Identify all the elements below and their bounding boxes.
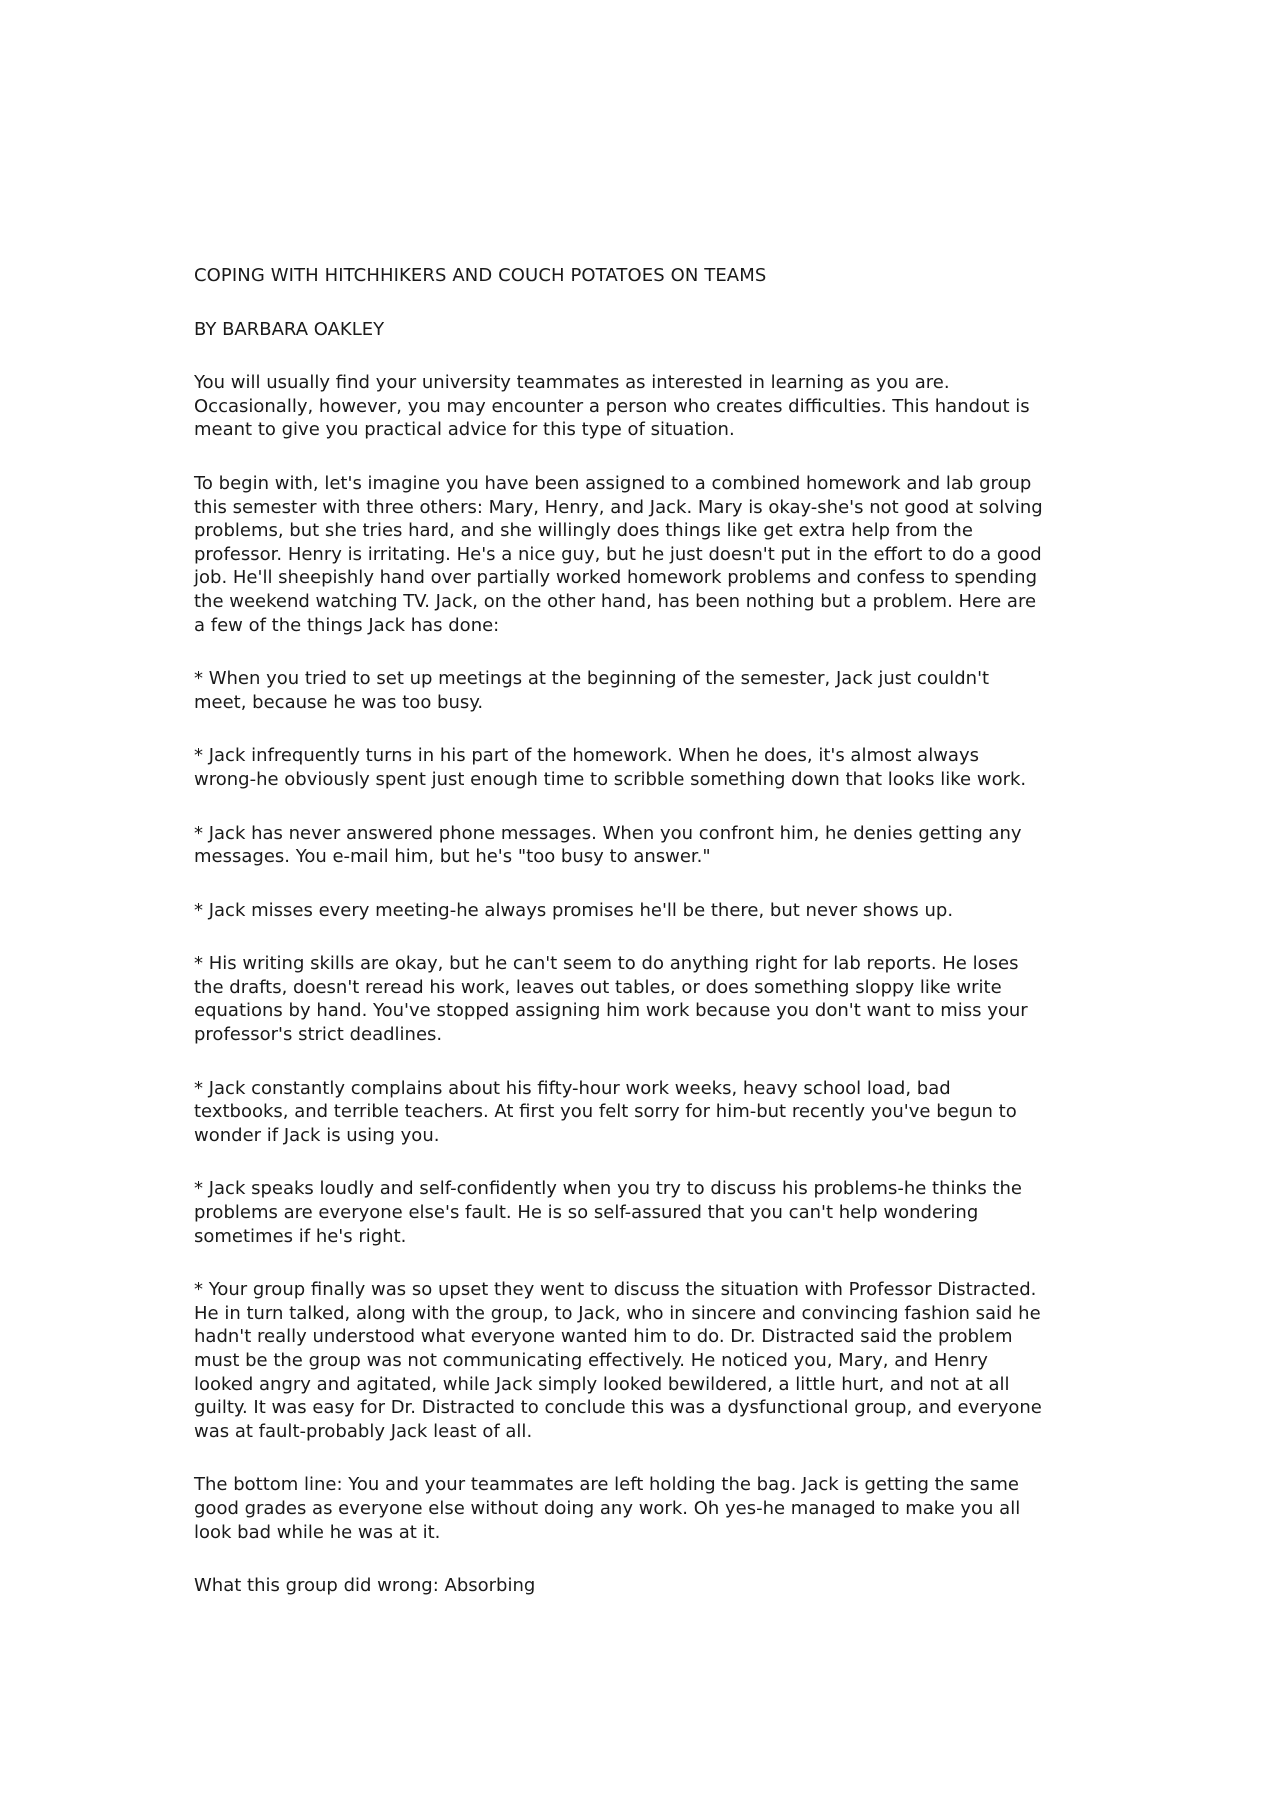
paragraph-line: * Jack has never answered phone messages. When you confront him, he denies getting any — [194, 822, 1022, 844]
body-paragraph — [194, 822, 1134, 869]
paragraph-line: * Jack misses every meeting-he always promises he'll be there, but never shows up. — [194, 899, 954, 921]
body-paragraph — [194, 667, 1134, 714]
paragraph-line: equations by hand. You've stopped assigning him work because you don't want to miss your — [194, 1000, 1028, 1022]
paragraph-line: a few of the things Jack has done: — [194, 614, 500, 636]
document-body — [194, 264, 1134, 1628]
body-paragraph — [194, 1278, 1134, 1443]
paragraph-line: textbooks, and terrible teachers. At first you felt sorry for him-but recently you've begun to — [194, 1101, 1017, 1123]
paragraph-line: * Your group finally was so upset they went to discuss the situation with Professor Distracted. — [194, 1279, 1037, 1301]
paragraph-line: this semester with three others: Mary, Henry, and Jack. Mary is okay-she's not good at solving — [194, 496, 1043, 518]
paragraph-line: was at fault-probably Jack least of all. — [194, 1420, 533, 1442]
body-paragraph — [194, 1473, 1134, 1544]
paragraph-line: To begin with, let's imagine you have been assigned to a combined homework and lab group — [194, 472, 1032, 494]
paragraph-line: meant to give you practical advice for this type of situation. — [194, 419, 735, 441]
paragraph-line: problems are everyone else's fault. He is so self-assured that you can't help wondering — [194, 1202, 979, 1224]
paragraph-line: professor. Henry is irritating. He's a nice guy, but he just doesn't put in the effort to do a good — [194, 543, 1042, 565]
paragraph-line: The bottom line: You and your teammates are left holding the bag. Jack is getting the same — [194, 1474, 1019, 1496]
paragraph-line: * When you tried to set up meetings at the beginning of the semester, Jack just couldn't — [194, 668, 990, 690]
paragraph-line: must be the group was not communicating effectively. He noticed you, Mary, and Henry — [194, 1350, 988, 1371]
paragraph-line: professor's strict deadlines. — [194, 1024, 443, 1046]
body-paragraph — [194, 952, 1134, 1046]
paragraph-line: job. He'll sheepishly hand over partially worked homework problems and confess to spending — [194, 567, 1038, 589]
paragraph-line: * His writing skills are okay, but he can't seem to do anything right for lab reports. He loses — [194, 953, 1019, 975]
paragraph-line: wrong-he obviously spent just enough time to scribble something down that looks like work. — [194, 768, 1027, 790]
body-paragraph — [194, 1574, 1134, 1598]
body-paragraph — [194, 899, 1134, 923]
paragraph-line: What this group did wrong: Absorbing — [194, 1575, 536, 1597]
paragraph-line: the weekend watching TV. Jack, on the other hand, has been nothing but a problem. Here are — [194, 590, 1037, 612]
paragraph-line: hadn't really understood what everyone wanted him to do. Dr. Distracted said the problem — [194, 1326, 1013, 1348]
paragraph-line: problems, but she tries hard, and she willingly does things like get extra help from the — [194, 520, 973, 542]
paragraph-line: messages. You e-mail him, but he's "too busy to answer." — [194, 846, 711, 868]
document-byline: BY BARBARA OAKLEY — [194, 318, 385, 340]
body-paragraph — [194, 744, 1134, 791]
paragraph-line: look bad while he was at it. — [194, 1521, 441, 1543]
paragraph-line: sometimes if he's right. — [194, 1225, 407, 1247]
paragraph-line: * Jack speaks loudly and self-confidently when you try to discuss his problems-he thinks the — [194, 1178, 1022, 1200]
paragraph-list — [194, 371, 1134, 1598]
paragraph-line: looked angry and agitated, while Jack simply looked bewildered, a little hurt, and not at all — [194, 1373, 1010, 1395]
body-paragraph — [194, 472, 1134, 637]
paragraph-line: guilty. It was easy for Dr. Distracted to conclude this was a dysfunctional group, and everyone — [194, 1397, 1042, 1419]
paragraph-line: * Jack infrequently turns in his part of the homework. When he does, it's almost always — [194, 745, 979, 767]
paragraph-line: You will usually find your university teammates as interested in learning as you are. — [194, 372, 950, 394]
paragraph-line: Occasionally, however, you may encounter a person who creates difficulties. This handout is — [194, 395, 1030, 417]
document-title: COPING WITH HITCHHIKERS AND COUCH POTATOES ON TEAMS — [194, 265, 767, 286]
body-paragraph — [194, 371, 1134, 442]
paragraph-line: He in turn talked, along with the group, to Jack, who in sincere and convincing fashion said he — [194, 1302, 1041, 1324]
paragraph-line: good grades as everyone else without doing any work. Oh yes-he managed to make you all — [194, 1497, 1021, 1519]
paragraph-line: meet, because he was too busy. — [194, 691, 484, 713]
paragraph-line: wonder if Jack is using you. — [194, 1124, 440, 1146]
body-paragraph — [194, 1077, 1134, 1148]
paragraph-line: the drafts, doesn't reread his work, leaves out tables, or does something sloppy like write — [194, 976, 1002, 998]
body-paragraph — [194, 1177, 1134, 1248]
paragraph-line: * Jack constantly complains about his fifty-hour work weeks, heavy school load, bad — [194, 1077, 951, 1099]
